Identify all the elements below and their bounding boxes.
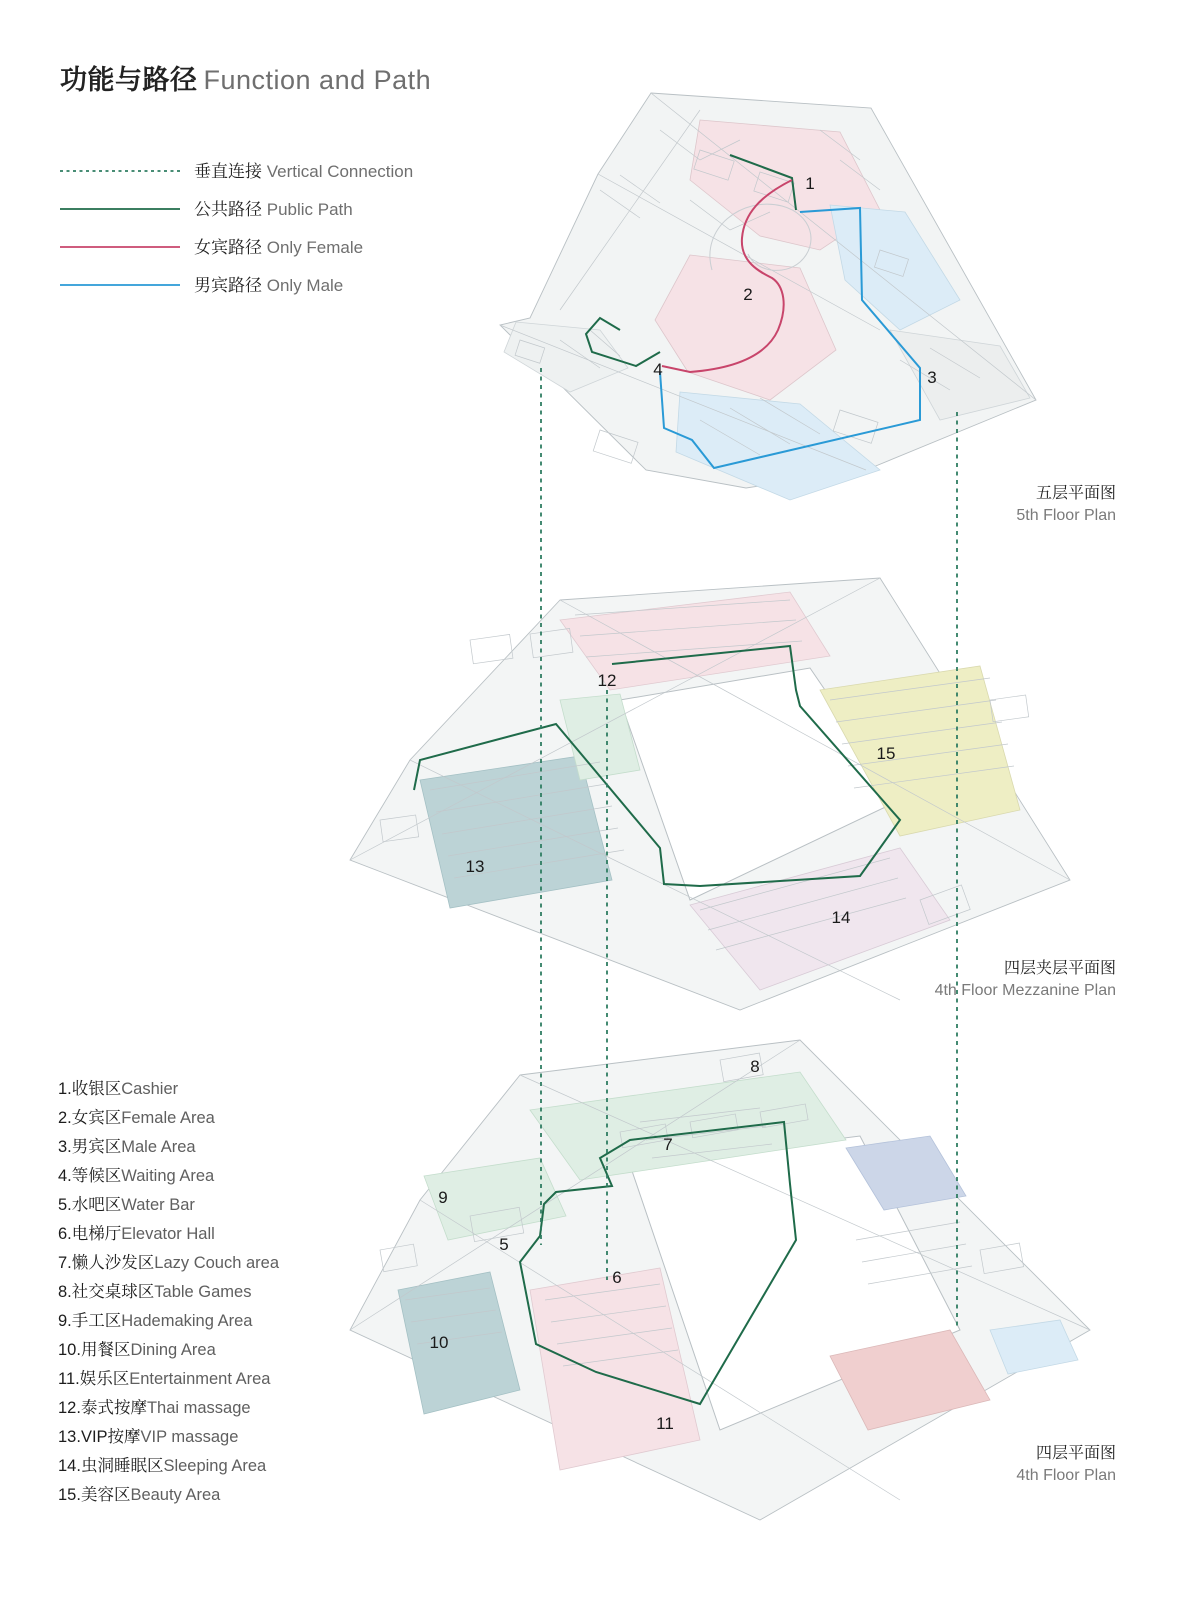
index-item-13 <box>58 1423 279 1452</box>
index-item-number: 11. <box>58 1370 80 1388</box>
plan-marker-12-floor4m: 12 <box>597 671 617 690</box>
plan-marker-1-floor5: 1 <box>805 174 815 193</box>
plan-marker-3-floor5: 3 <box>927 368 937 387</box>
floor-caption-cn: 四层夹层平面图 <box>1003 960 1116 977</box>
index-item-7 <box>58 1249 279 1278</box>
index-item-cn: 虫洞睡眠区 <box>80 1457 164 1475</box>
index-item-number: 9. <box>58 1312 72 1330</box>
floor-caption-4th-mezzanine <box>935 958 1116 1002</box>
index-item-en: Beauty Area <box>130 1486 221 1504</box>
index-item-cn: VIP按摩 <box>80 1428 141 1446</box>
index-item-6 <box>58 1220 279 1249</box>
index-item-number: 1. <box>58 1080 72 1098</box>
index-item-en: Hademaking Area <box>121 1312 253 1330</box>
index-item-cn: 水吧区 <box>71 1196 122 1214</box>
floor-caption-en: 4th Floor Mezzanine Plan <box>934 982 1116 999</box>
index-item-cn: 男宾区 <box>71 1138 122 1156</box>
index-item-cn: 手工区 <box>71 1312 122 1330</box>
index-item-cn: 女宾区 <box>71 1109 122 1127</box>
index-item-en: Female Area <box>121 1109 215 1127</box>
index-item-en: Entertainment Area <box>129 1370 271 1388</box>
index-item-cn: 用餐区 <box>80 1341 131 1359</box>
floor-caption-cn: 五层平面图 <box>1035 485 1116 502</box>
legend-label-cn: 垂直连接 <box>194 161 262 181</box>
index-item-5 <box>58 1191 279 1220</box>
index-item-cn: 娱乐区 <box>79 1370 130 1388</box>
index-item-14 <box>58 1452 279 1481</box>
index-item-number: 12. <box>58 1399 81 1417</box>
plan-marker-10-floor4: 10 <box>429 1333 449 1352</box>
legend-label-cn: 公共路径 <box>194 199 262 219</box>
index-item-cn: 社交桌球区 <box>71 1283 155 1301</box>
index-item-number: 10. <box>58 1341 81 1359</box>
index-item-number: 3. <box>58 1138 72 1156</box>
index-item-number: 15. <box>58 1486 81 1504</box>
index-item-en: VIP massage <box>140 1428 239 1446</box>
legend-label-en: Vertical Connection <box>266 161 414 181</box>
index-item-en: Dining Area <box>130 1341 216 1359</box>
legend-index-list <box>58 1075 279 1510</box>
index-item-cn: 收银区 <box>71 1080 122 1098</box>
floor-caption-en: 4th Floor Plan <box>1016 1467 1116 1484</box>
page-title-cn: 功能与路径 <box>60 65 198 95</box>
index-item-8 <box>58 1278 279 1307</box>
plan-marker-11-floor4: 11 <box>656 1414 674 1433</box>
floor-plan-4th <box>350 1040 1090 1520</box>
index-item-number: 13. <box>58 1428 81 1446</box>
floor-caption-cn: 四层平面图 <box>1035 1445 1116 1462</box>
plan-marker-8-floor4: 8 <box>750 1057 760 1076</box>
legend-label-en: Only Male <box>266 275 344 295</box>
index-item-10 <box>58 1336 279 1365</box>
plan-marker-7-floor4: 7 <box>663 1135 673 1154</box>
plan-marker-13-floor4m: 13 <box>465 857 485 876</box>
floor-plan-5th <box>500 93 1036 500</box>
index-item-number: 7. <box>58 1254 72 1272</box>
plan-marker-2-floor5: 2 <box>743 285 753 304</box>
plan-marker-14-floor4m: 14 <box>831 908 851 927</box>
index-item-en: Water Bar <box>121 1196 195 1214</box>
legend-label-cn: 女宾路径 <box>194 237 262 257</box>
index-item-en: Cashier <box>121 1080 179 1098</box>
floor-caption-5th <box>1016 483 1116 527</box>
index-item-2 <box>58 1104 279 1133</box>
index-item-cn: 懒人沙发区 <box>71 1254 155 1272</box>
index-item-number: 6. <box>58 1225 72 1243</box>
plan-marker-9-floor4: 9 <box>438 1188 448 1207</box>
index-item-3 <box>58 1133 279 1162</box>
index-item-number: 2. <box>58 1109 72 1127</box>
index-item-en: Table Games <box>154 1283 252 1301</box>
plan-marker-5-floor4: 5 <box>499 1235 509 1254</box>
index-item-cn: 等候区 <box>71 1167 122 1185</box>
index-item-12 <box>58 1394 279 1423</box>
index-item-1 <box>58 1075 279 1104</box>
floor-caption-en: 5th Floor Plan <box>1016 507 1116 524</box>
page-title-en: Function and Path <box>203 65 432 95</box>
legend-label-en: Only Female <box>266 237 364 257</box>
index-item-4 <box>58 1162 279 1191</box>
index-item-en: Sleeping Area <box>163 1457 267 1475</box>
legend-label-cn: 男宾路径 <box>194 275 262 295</box>
index-item-en: Elevator Hall <box>121 1225 215 1243</box>
index-item-cn: 电梯厅 <box>71 1225 122 1243</box>
index-item-9 <box>58 1307 279 1336</box>
index-item-cn: 泰式按摩 <box>80 1399 147 1417</box>
index-item-en: Male Area <box>121 1138 196 1156</box>
index-item-number: 14. <box>58 1457 81 1475</box>
plan-marker-15-floor4m: 15 <box>876 744 896 763</box>
index-item-en: Lazy Couch area <box>154 1254 280 1272</box>
index-item-15 <box>58 1481 279 1510</box>
index-item-number: 8. <box>58 1283 72 1301</box>
index-item-number: 5. <box>58 1196 72 1214</box>
plan-marker-4-floor5: 4 <box>653 360 663 379</box>
floor-plan-4th-mezzanine <box>350 578 1070 1010</box>
index-item-en: Waiting Area <box>121 1167 215 1185</box>
floor-caption-4th <box>1016 1443 1116 1487</box>
index-item-cn: 美容区 <box>80 1486 131 1504</box>
index-item-en: Thai massage <box>146 1399 251 1417</box>
index-item-11 <box>58 1365 279 1394</box>
plan-marker-6-floor4: 6 <box>612 1268 622 1287</box>
index-item-number: 4. <box>58 1167 72 1185</box>
legend-label-en: Public Path <box>266 199 353 219</box>
